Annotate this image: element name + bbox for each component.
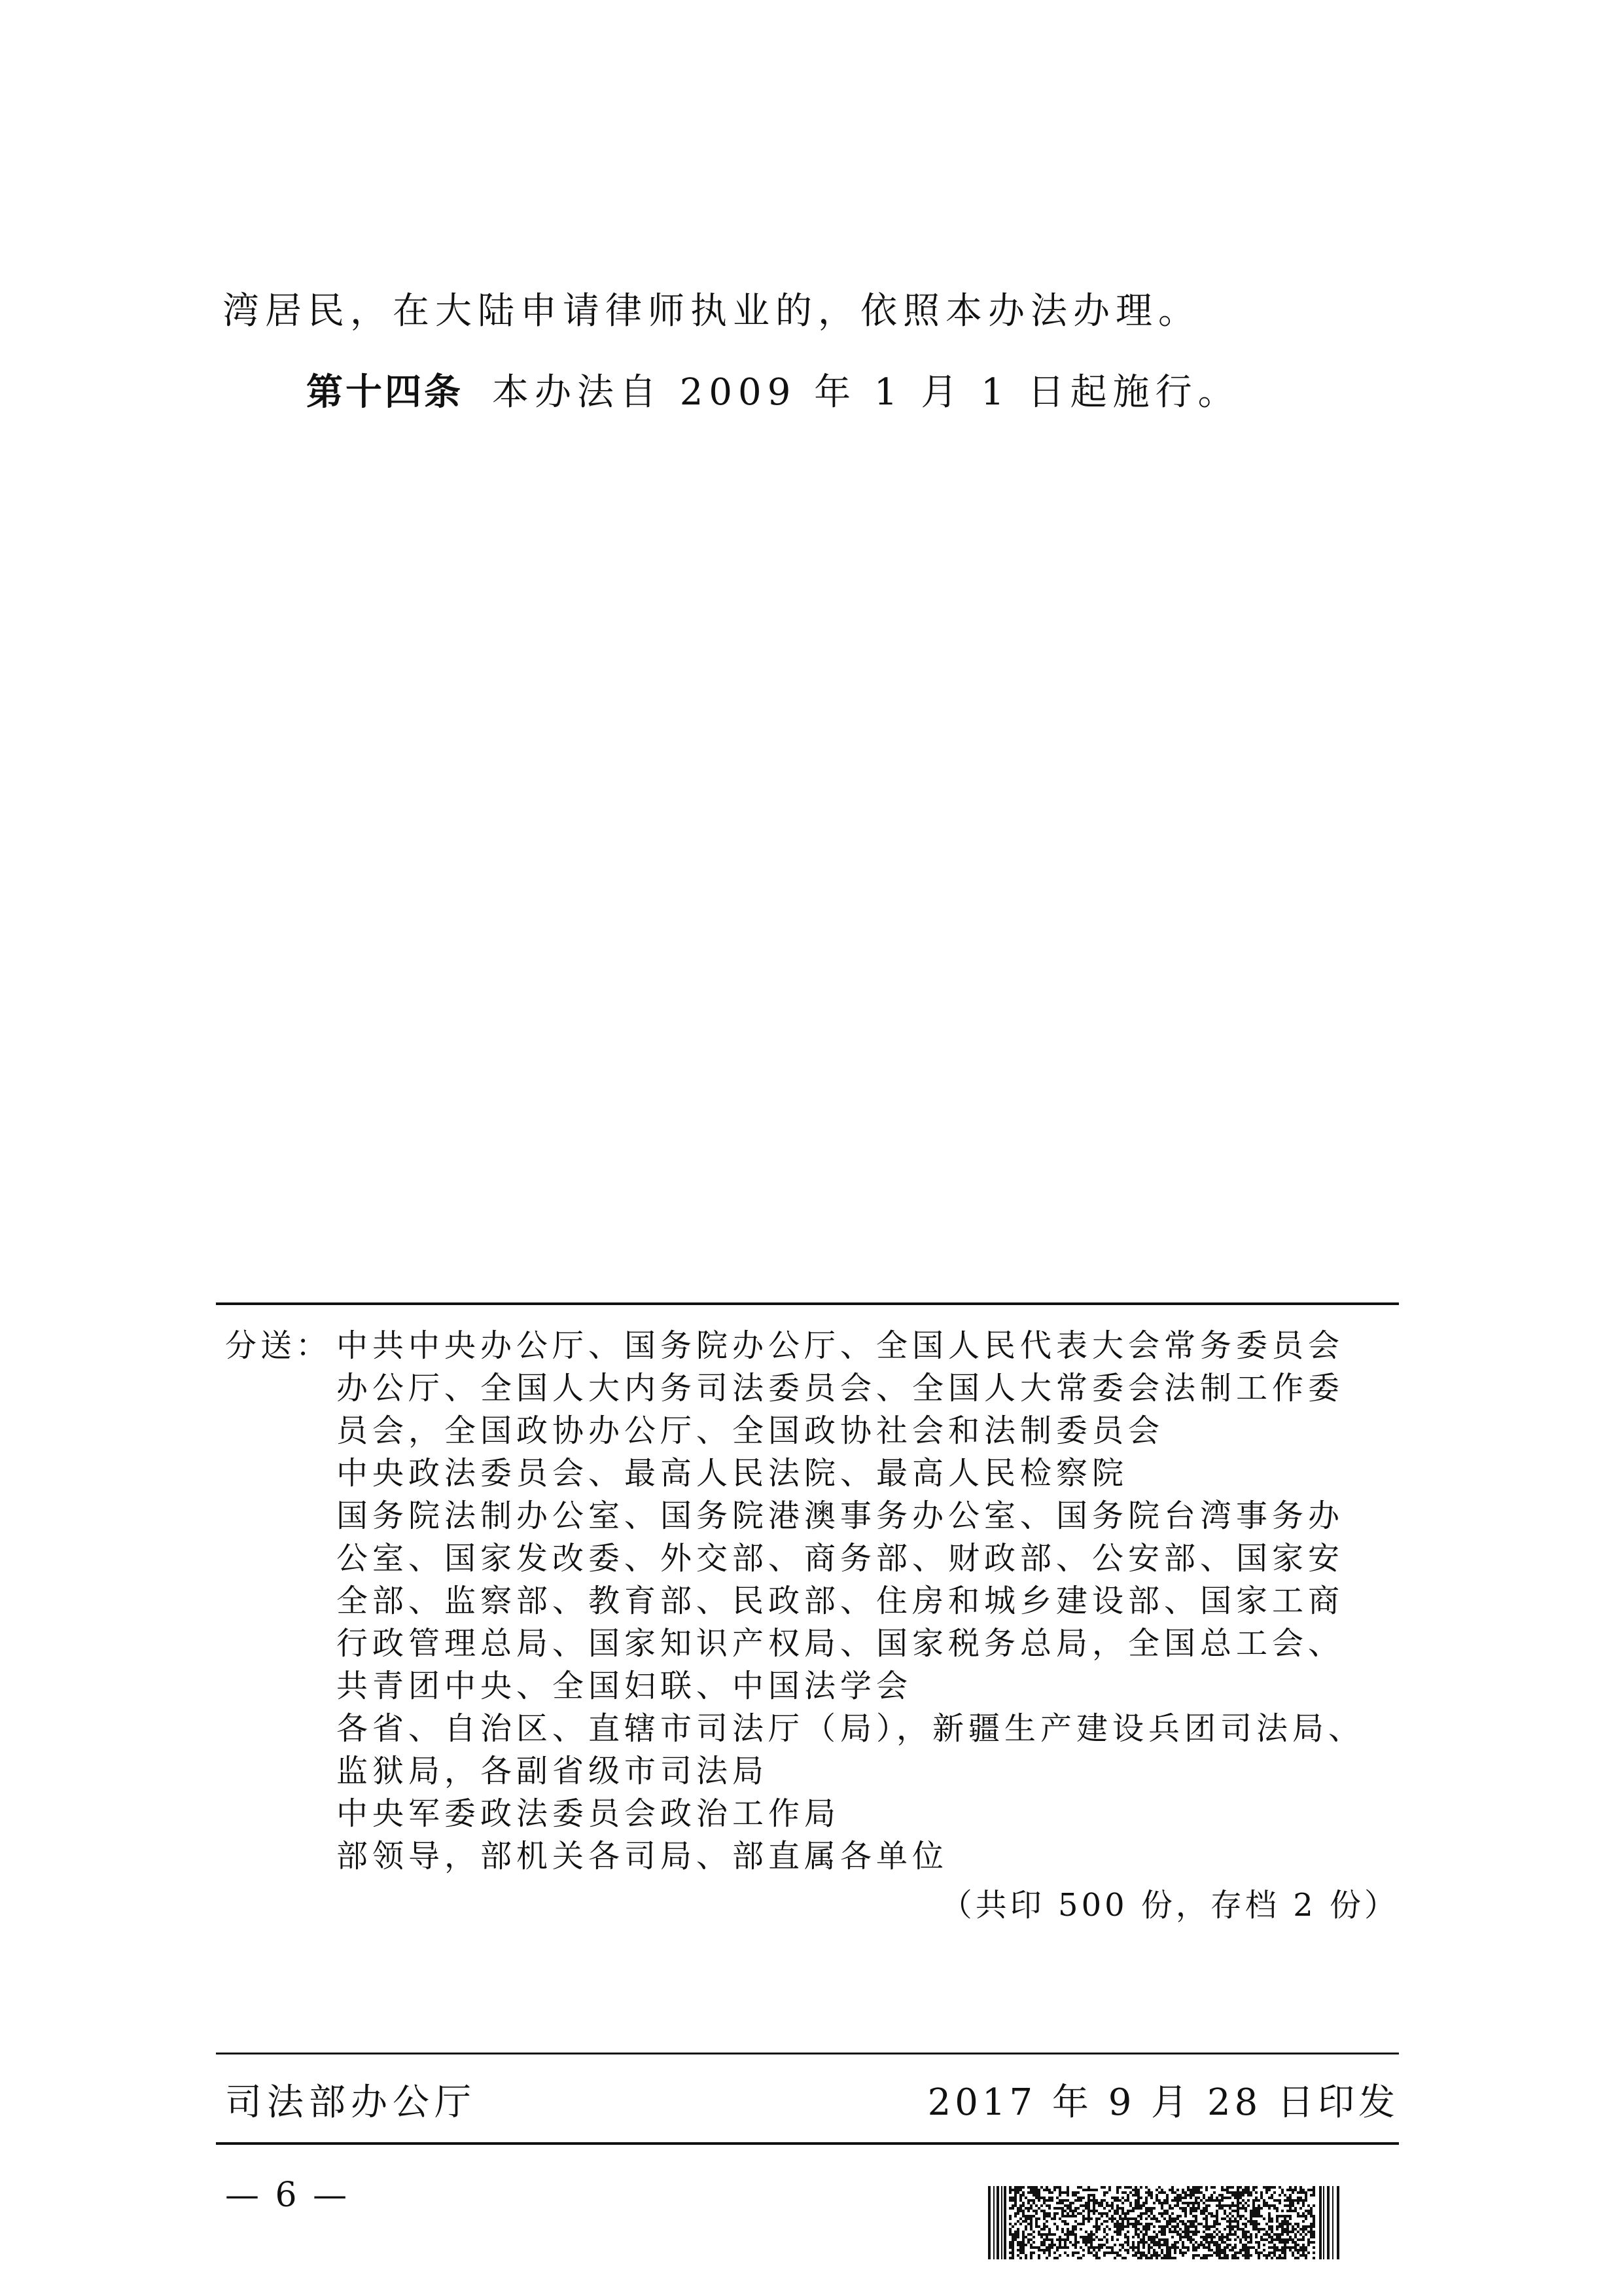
divider-rule-bottom [216,2142,1399,2145]
print-copies-note: （共印 500 份，存档 2 份） [940,1887,1399,1924]
distribution-line: 部领导，部机关各司局、部直属各单位 [336,1838,949,1874]
distribution-recipients [336,1325,1364,1878]
divider-rule-middle [216,2053,1399,2054]
distribution-line: 全部、监察部、教育部、民政部、住房和城乡建设部、国家工商 [336,1583,1345,1619]
distribution-line: 国务院法制办公室、国务院港澳事务办公室、国务院台湾事务办 [336,1498,1345,1534]
body-text-line: 湾居民，在大陆申请律师执业的，依照本办法办理。 [222,290,1201,332]
distribution-label: 分送： [225,1327,332,1364]
article-14 [306,371,1241,414]
article-text: 本办法自 2009 年 1 月 1 日起施行。 [492,371,1241,414]
page-number: — 6 — [225,2176,350,2215]
distribution-line: 中央军委政法委员会政治工作局 [336,1795,841,1832]
distribution-line: 中央政法委员会、最高人民法院、最高人民检察院 [336,1455,1129,1492]
distribution-line: 中共中央办公厅、国务院办公厅、全国人民代表大会常务委员会 [336,1327,1345,1364]
distribution-line: 各省、自治区、直辖市司法厅（局），新疆生产建设兵团司法局、 [336,1710,1365,1747]
distribution-line: 行政管理总局、国家知识产权局、国家税务总局，全国总工会、 [336,1625,1345,1662]
distribution-line: 公室、国家发改委、外交部、商务部、财政部、公安部、国家安 [336,1540,1345,1577]
distribution-line: 办公厅、全国人大内务司法委员会、全国人大常委会法制工作委 [336,1370,1345,1407]
distribution-line: 共青团中央、全国妇联、中国法学会 [336,1668,913,1704]
distribution-line: 员会，全国政协办公厅、全国政协社会和法制委员会 [336,1412,1165,1449]
article-number: 第十四条 [306,371,463,414]
divider-rule-top [216,1302,1399,1305]
barcode-image [988,2186,1341,2259]
issuing-office: 司法部办公厅 [225,2081,476,2124]
distribution-line: 监狱局，各副省级市司法局 [336,1753,769,1789]
issue-date: 2017 年 9 月 28 日印发 [927,2081,1399,2124]
